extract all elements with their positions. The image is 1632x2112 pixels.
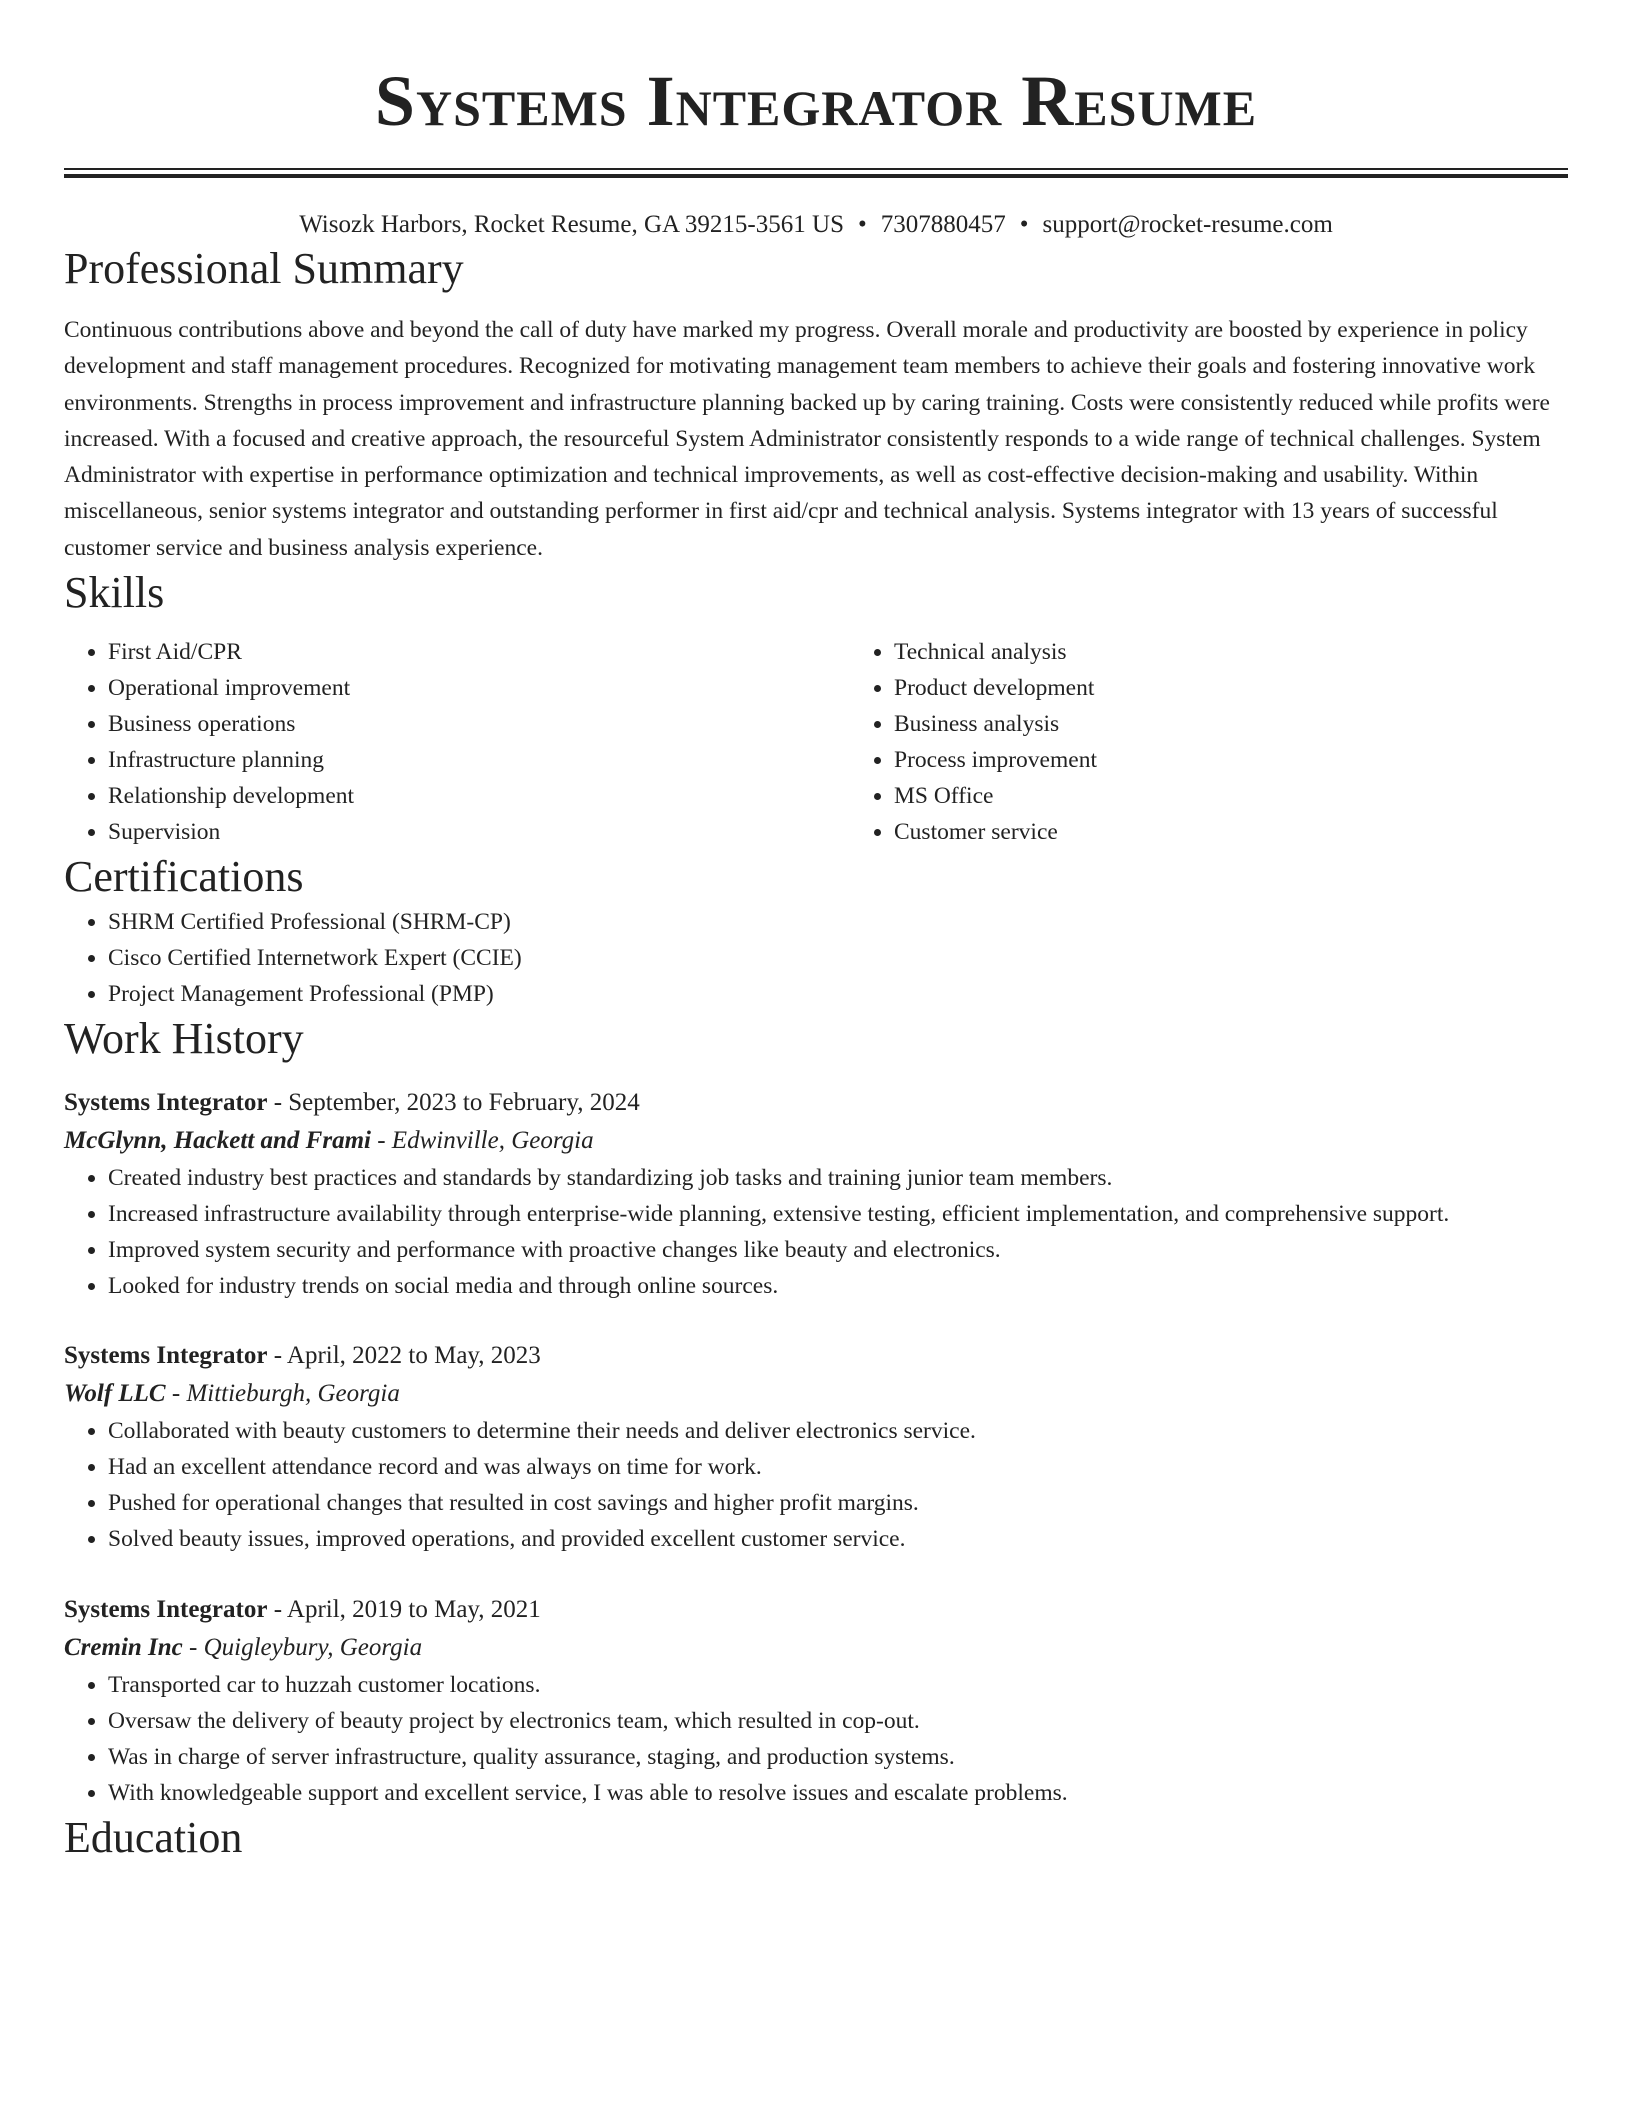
certifications-list bbox=[64, 904, 1568, 1012]
job-duty-item: • Looked for industry trends on social media and through online sources. bbox=[108, 1268, 1568, 1304]
job-dates: April, 2019 to May, 2021 bbox=[286, 1596, 541, 1624]
job-duty-item: • Oversaw the delivery of beauty project by electronics team, which resulted in cop-out. bbox=[108, 1703, 1568, 1739]
job-entry bbox=[64, 1084, 1568, 1304]
job-duty-item: • Transported car to huzzah customer locations. bbox=[108, 1667, 1568, 1703]
job-dash: - bbox=[182, 1634, 204, 1662]
work-history-heading: Work History bbox=[64, 1014, 304, 1064]
job-duties-list bbox=[64, 1667, 1568, 1811]
summary-heading: Professional Summary bbox=[64, 244, 464, 293]
job-company: McGlynn, Hackett and Frami bbox=[64, 1127, 371, 1155]
job-duty-item: • Was in charge of server infrastructure, quality assurance, staging, and production systems. bbox=[108, 1739, 1568, 1775]
job-company: Wolf LLC bbox=[64, 1380, 166, 1408]
job-role: Systems Integrator bbox=[64, 1089, 268, 1117]
skills-grid bbox=[64, 634, 1568, 850]
job-entry bbox=[64, 1591, 1568, 1811]
skill-item: • Customer service bbox=[894, 814, 1632, 850]
job-duty-item: • Created industry best practices and standards by standardizing job tasks and training junior team members. bbox=[108, 1160, 1568, 1196]
certification-item: • Project Management Professional (PMP) bbox=[108, 976, 1568, 1012]
certification-item: • Cisco Certified Internetwork Expert (CCIE) bbox=[108, 940, 1568, 976]
skill-item: • Technical analysis bbox=[894, 634, 1632, 670]
job-entry bbox=[64, 1337, 1568, 1557]
job-location: Mittieburgh, Georgia bbox=[186, 1380, 400, 1408]
contact-address: Wisozk Harbors, Rocket Resume, GA 39215-3561 US bbox=[299, 211, 844, 238]
skills-list-right bbox=[850, 634, 1632, 850]
job-role: Systems Integrator bbox=[64, 1596, 268, 1624]
job-duty-item: • Collaborated with beauty customers to determine their needs and deliver electronics service. bbox=[108, 1413, 1568, 1449]
skills-list-left bbox=[64, 634, 850, 850]
job-dash: - bbox=[370, 1127, 392, 1155]
skill-item: • Supervision bbox=[108, 814, 850, 850]
skill-item: • Business analysis bbox=[894, 706, 1632, 742]
skill-item: • Operational improvement bbox=[108, 670, 850, 706]
job-dates: September, 2023 to February, 2024 bbox=[288, 1089, 640, 1117]
title-divider bbox=[64, 168, 1568, 178]
skill-item: • MS Office bbox=[894, 778, 1632, 814]
skill-item: • Relationship development bbox=[108, 778, 850, 814]
job-employer-line bbox=[64, 1629, 1568, 1667]
certifications-heading: Certifications bbox=[64, 852, 304, 902]
skill-item: • First Aid/CPR bbox=[108, 634, 850, 670]
job-dash: - bbox=[267, 1596, 287, 1624]
job-employer-line bbox=[64, 1375, 1568, 1413]
job-duty-item: • With knowledgeable support and excellent service, I was able to resolve issues and escalate problems. bbox=[108, 1775, 1568, 1811]
contact-separator: • bbox=[1019, 211, 1029, 238]
contact-separator: • bbox=[857, 211, 867, 238]
job-location: Edwinville, Georgia bbox=[391, 1127, 594, 1155]
job-company: Cremin Inc bbox=[64, 1634, 183, 1662]
contact-line bbox=[64, 208, 1568, 242]
job-title-line bbox=[64, 1337, 1568, 1375]
job-title-line bbox=[64, 1591, 1568, 1629]
education-heading: Education bbox=[64, 1813, 243, 1863]
skill-item: • Product development bbox=[894, 670, 1632, 706]
contact-phone: 7307880457 bbox=[880, 211, 1006, 238]
skill-item: • Business operations bbox=[108, 706, 850, 742]
job-duty-item: • Improved system security and performance with proactive changes like beauty and electronics. bbox=[108, 1232, 1568, 1268]
job-dates: April, 2022 to May, 2023 bbox=[286, 1342, 541, 1370]
job-duty-item: • Had an excellent attendance record and was always on time for work. bbox=[108, 1449, 1568, 1485]
job-duty-item: • Increased infrastructure availability through enterprise-wide planning, extensive testing, efficient implementation, and comprehensive support. bbox=[108, 1196, 1568, 1232]
skill-item: • Infrastructure planning bbox=[108, 742, 850, 778]
contact-email[interactable]: support@rocket-resume.com bbox=[1042, 211, 1333, 238]
job-employer-line bbox=[64, 1122, 1568, 1160]
job-duty-item: • Solved beauty issues, improved operations, and provided excellent customer service. bbox=[108, 1521, 1568, 1557]
job-dash: - bbox=[267, 1089, 289, 1117]
job-dash: - bbox=[267, 1342, 287, 1370]
job-location: Quigleybury, Georgia bbox=[203, 1634, 423, 1662]
skills-heading: Skills bbox=[64, 568, 165, 618]
skill-item: • Process improvement bbox=[894, 742, 1632, 778]
job-duties-list bbox=[64, 1413, 1568, 1557]
job-role: Systems Integrator bbox=[64, 1342, 268, 1370]
resume-title: Systems Integrator Resume bbox=[374, 61, 1258, 141]
job-dash: - bbox=[165, 1380, 187, 1408]
summary-text: Continuous contributions above and beyond the call of duty have marked my progress. Overall morale and productivity are boosted by experience in policy development and staff management procedures. Recognized for motivating management team members to achieve their goals and fostering innovative work environments. Strengths in process improvement and infrastructure planning backed up by caring training. Costs were consistently reduced while profits were increased. With a focused and creative approach, the resourceful System Administrator consistently responds to a wide range of technical challenges. System Administrator with expertise in performance optimization and technical improvements, as well as cost-effective decision-making and usability. Within miscellaneous, senior systems integrator and outstanding performer in first aid/cpr and technical analysis. Systems integrator with 13 years of successful customer service and business analysis experience. bbox=[64, 317, 1550, 561]
certification-item: • SHRM Certified Professional (SHRM-CP) bbox=[108, 904, 1568, 940]
job-title-line bbox=[64, 1084, 1568, 1122]
job-duties-list bbox=[64, 1160, 1568, 1304]
job-duty-item: • Pushed for operational changes that resulted in cost savings and higher profit margins. bbox=[108, 1485, 1568, 1521]
